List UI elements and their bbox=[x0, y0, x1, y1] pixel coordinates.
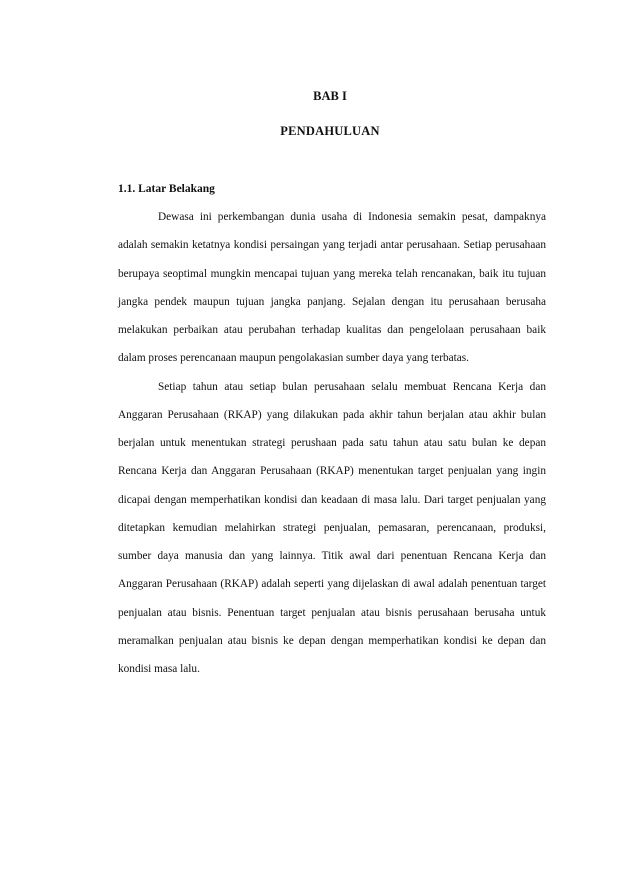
section-heading: 1.1. Latar Belakang bbox=[118, 183, 215, 195]
chapter-number: BAB I bbox=[313, 89, 347, 103]
body-text bbox=[118, 203, 546, 683]
paragraph-1: Dewasa ini perkembangan dunia usaha di Indonesia semakin pesat, dampaknya adalah semakin ketatnya kondisi persaingan yang terjadi antar perusahaan. Setiap perusahaan berupaya seoptimal mungkin mencapai tujuan yang mereka telah rencanakan, baik itu tujuan jangka pendek maupun tujuan jangka panjang. Sejalan dengan itu perusahaan berusaha melakukan perbaikan atau perubahan terhadap kualitas dan pengelolaan perusahaan baik dalam proses perencanaan maupun pengolakasian sumber daya yang terbatas. bbox=[118, 211, 546, 365]
paragraph-2: Setiap tahun atau setiap bulan perusahaan selalu membuat Rencana Kerja dan Anggaran Perusahaan (RKAP) yang dilakukan pada akhir tahun berjalan atau akhir bulan berjalan untuk menentukan strategi perushaan pada satu tahun atau satu bulan ke depan Rencana Kerja dan Anggaran Perusahaan (RKAP) menentukan target penjualan yang ingin dicapai dengan memperhatikan kondisi dan keadaan di masa lalu. Dari target penjualan yang ditetapkan kemudian melahirkan strategi penjualan, pemasaran, perencanaan, produksi, sumber daya manusia dan yang lainnya. Titik awal dari penentuan Rencana Kerja dan Anggaran Perusahaan (RKAP) adalah seperti yang dijelaskan di awal adalah penentuan target penjualan atau bisnis. Penentuan target penjualan atau bisnis perusahaan berusaha untuk meramalkan penjualan atau bisnis ke depan dengan memperhatikan kondisi ke depan dan kondisi masa lalu. bbox=[118, 380, 546, 675]
chapter-title: PENDAHULUAN bbox=[280, 124, 380, 138]
